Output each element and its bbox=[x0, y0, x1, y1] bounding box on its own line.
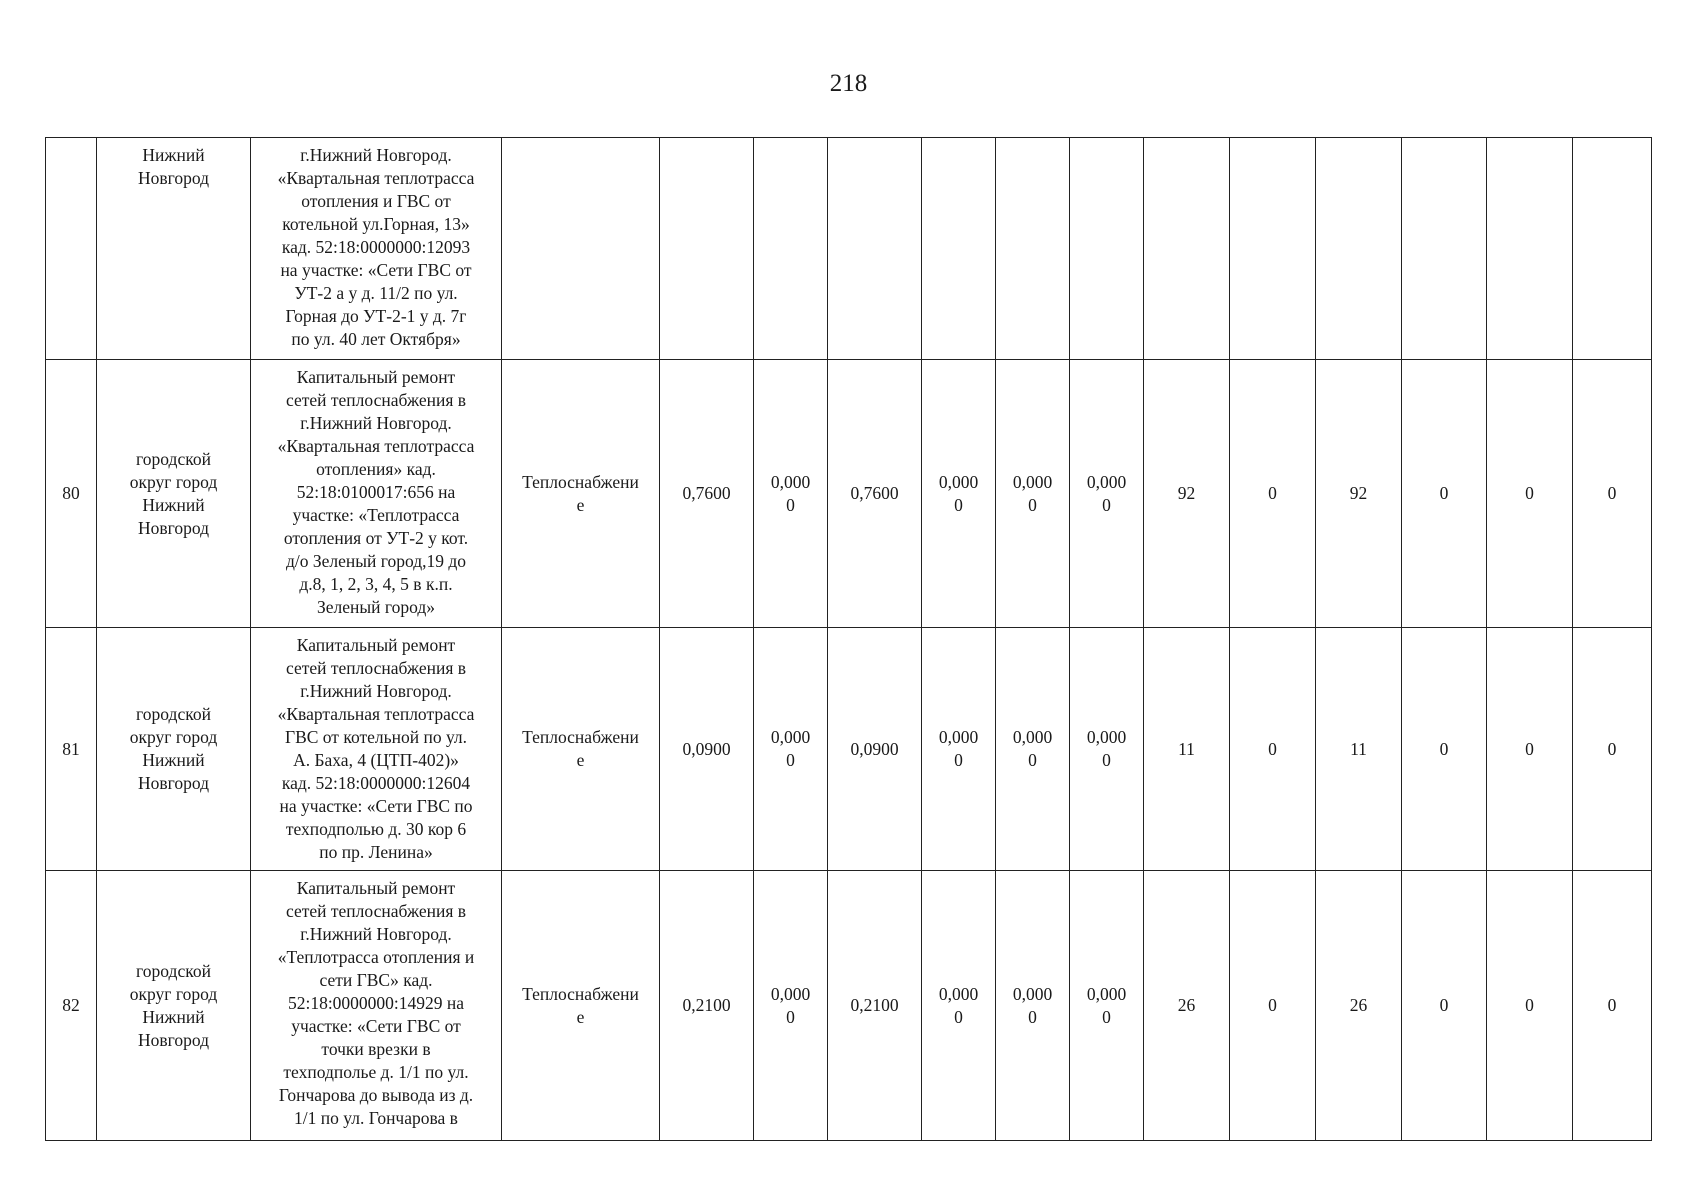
value-cell bbox=[1487, 138, 1573, 360]
value-cell: 92 bbox=[1316, 360, 1402, 628]
value-cell: 0,000 0 bbox=[922, 628, 996, 871]
table-row bbox=[46, 138, 1652, 360]
value-cell: 0,000 0 bbox=[996, 360, 1070, 628]
region-cell: городской округ город Нижний Новгород bbox=[97, 628, 251, 871]
value-cell: 0,0900 bbox=[660, 628, 754, 871]
value-cell: 0 bbox=[1402, 360, 1487, 628]
value-cell: 92 bbox=[1144, 360, 1230, 628]
value-cell bbox=[996, 138, 1070, 360]
value-cell: 0,7600 bbox=[660, 360, 754, 628]
value-cell: 0 bbox=[1573, 628, 1652, 871]
row-number-cell: 81 bbox=[46, 628, 97, 871]
value-cell bbox=[922, 138, 996, 360]
value-cell: 0 bbox=[1573, 360, 1652, 628]
region-cell: Нижний Новгород bbox=[97, 138, 251, 360]
description-cell: г.Нижний Новгород. «Квартальная теплотрасса отопления и ГВС от котельной ул.Горная, 13» кад. 52:18:0000000:12093 на участке: «Сети ГВС от УТ-2 а у д. 11/2 по ул. Горная до УТ-2-1 у д. 7г по ул. 40 лет Октября» bbox=[251, 138, 502, 360]
value-cell: 0,000 0 bbox=[754, 628, 828, 871]
type-cell bbox=[502, 138, 660, 360]
value-cell: 0 bbox=[1487, 871, 1573, 1141]
value-cell: 0 bbox=[1487, 628, 1573, 871]
value-cell bbox=[754, 138, 828, 360]
region-cell: городской округ город Нижний Новгород bbox=[97, 871, 251, 1141]
value-cell: 0 bbox=[1230, 628, 1316, 871]
value-cell: 11 bbox=[1316, 628, 1402, 871]
table-row bbox=[46, 360, 1652, 628]
value-cell: 0 bbox=[1487, 360, 1573, 628]
value-cell: 0,2100 bbox=[660, 871, 754, 1141]
value-cell: 11 bbox=[1144, 628, 1230, 871]
value-cell: 0,000 0 bbox=[922, 360, 996, 628]
value-cell bbox=[1230, 138, 1316, 360]
row-number-cell bbox=[46, 138, 97, 360]
table-row bbox=[46, 628, 1652, 871]
value-cell: 0,000 0 bbox=[996, 628, 1070, 871]
value-cell: 26 bbox=[1316, 871, 1402, 1141]
value-cell bbox=[1316, 138, 1402, 360]
row-number-cell: 82 bbox=[46, 871, 97, 1141]
description-cell: Капитальный ремонт сетей теплоснабжения в г.Нижний Новгород. «Теплотрасса отопления и сети ГВС» кад. 52:18:0000000:14929 на участке: «Сети ГВС от точки врезки в техподполье д. 1/1 по ул. Гончарова до вывода из д. 1/1 по ул. Гончарова в bbox=[251, 871, 502, 1141]
description-cell: Капитальный ремонт сетей теплоснабжения в г.Нижний Новгород. «Квартальная теплотрасса отопления» кад. 52:18:0100017:656 на участке: «Теплотрасса отопления от УТ-2 у кот. д/о Зеленый город,19 до д.8, 1, 2, 3, 4, 5 в к.п. Зеленый город» bbox=[251, 360, 502, 628]
type-cell: Теплоснабжени е bbox=[502, 628, 660, 871]
objects-table bbox=[45, 137, 1652, 1141]
value-cell: 0,000 0 bbox=[922, 871, 996, 1141]
region-cell: городской округ город Нижний Новгород bbox=[97, 360, 251, 628]
type-cell: Теплоснабжени е bbox=[502, 360, 660, 628]
row-number-cell: 80 bbox=[46, 360, 97, 628]
value-cell bbox=[1144, 138, 1230, 360]
value-cell: 0,000 0 bbox=[754, 871, 828, 1141]
value-cell: 0 bbox=[1402, 871, 1487, 1141]
value-cell: 0 bbox=[1573, 871, 1652, 1141]
page-number: 218 bbox=[829, 70, 868, 97]
value-cell: 0 bbox=[1230, 871, 1316, 1141]
value-cell: 0,000 0 bbox=[996, 871, 1070, 1141]
value-cell: 0,000 0 bbox=[1070, 628, 1144, 871]
value-cell: 0,0900 bbox=[828, 628, 922, 871]
description-cell: Капитальный ремонт сетей теплоснабжения в г.Нижний Новгород. «Квартальная теплотрасса ГВС от котельной по ул. А. Баха, 4 (ЦТП-402)» кад. 52:18:0000000:12604 на участке: «Сети ГВС по техподполью д. 30 кор 6 по пр. Ленина» bbox=[251, 628, 502, 871]
value-cell bbox=[1573, 138, 1652, 360]
value-cell: 0,000 0 bbox=[1070, 360, 1144, 628]
value-cell bbox=[660, 138, 754, 360]
value-cell bbox=[828, 138, 922, 360]
value-cell: 0,000 0 bbox=[1070, 871, 1144, 1141]
value-cell: 0 bbox=[1402, 628, 1487, 871]
type-cell: Теплоснабжени е bbox=[502, 871, 660, 1141]
value-cell bbox=[1070, 138, 1144, 360]
value-cell: 0,2100 bbox=[828, 871, 922, 1141]
value-cell: 0,000 0 bbox=[754, 360, 828, 628]
value-cell: 0 bbox=[1230, 360, 1316, 628]
value-cell: 26 bbox=[1144, 871, 1230, 1141]
value-cell: 0,7600 bbox=[828, 360, 922, 628]
table-row bbox=[46, 871, 1652, 1141]
value-cell bbox=[1402, 138, 1487, 360]
